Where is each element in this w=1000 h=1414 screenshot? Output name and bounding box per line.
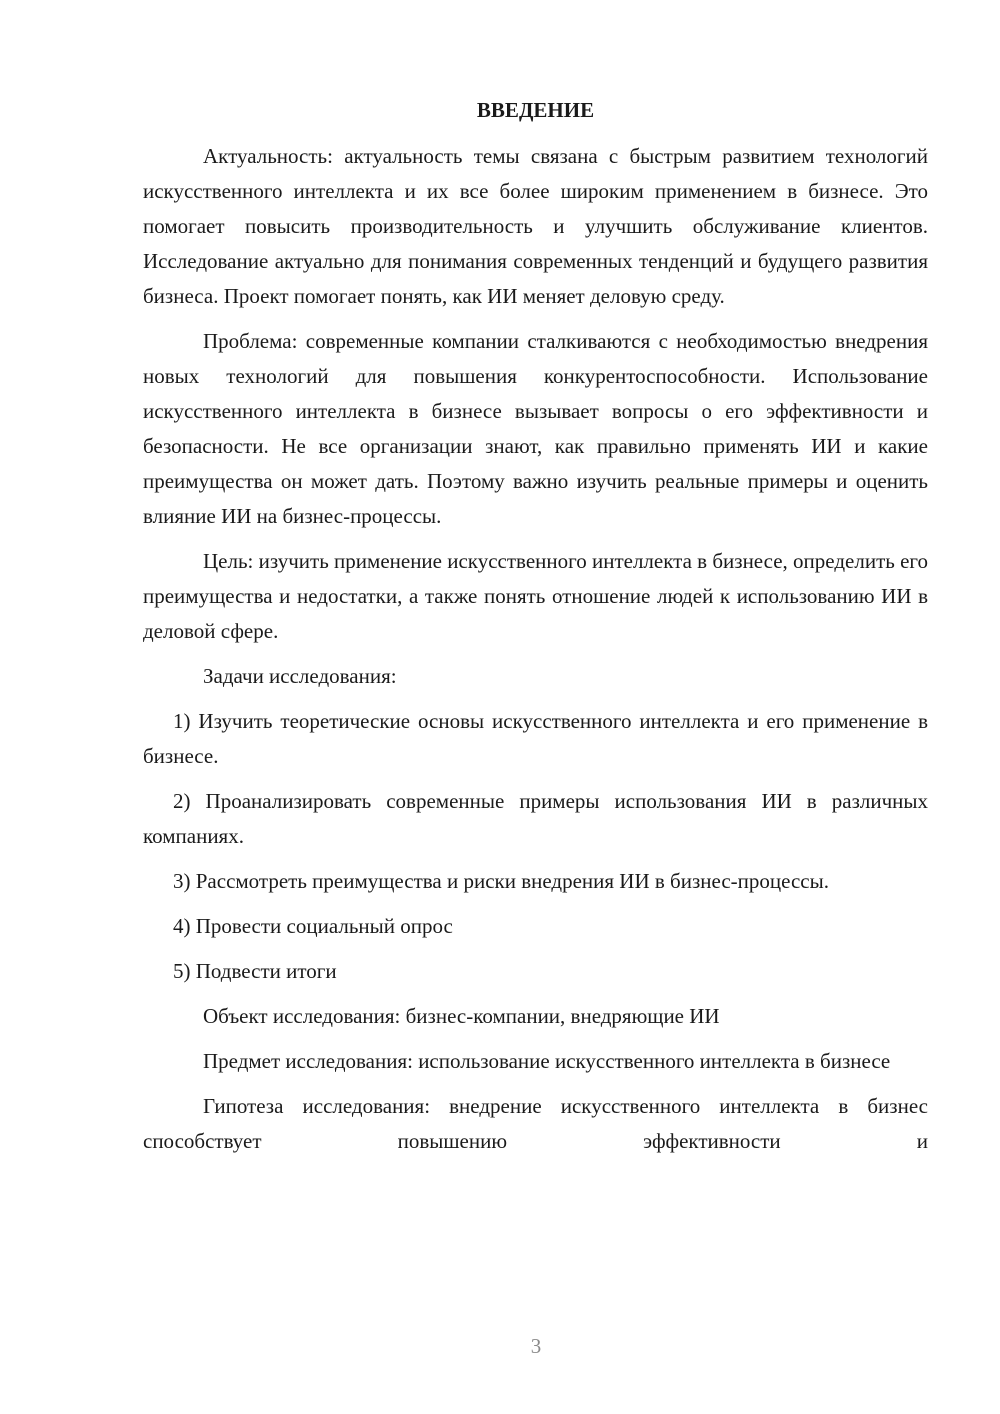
hypothesis-paragraph: Гипотеза исследования: внедрение искусственного интеллекта в бизнес способствует повышению эффективности и bbox=[143, 1094, 928, 1153]
page-number: 3 bbox=[530, 1334, 542, 1358]
task-item-5: 5) Подвести итоги bbox=[173, 959, 337, 983]
task-item-2: 2) Проанализировать современные примеры использования ИИ в различных компаниях. bbox=[143, 789, 928, 848]
subject-paragraph: Предмет исследования: использование искусственного интеллекта в бизнесе bbox=[203, 1049, 891, 1073]
task-item-1: 1) Изучить теоретические основы искусственного интеллекта и его применение в бизнесе. bbox=[143, 709, 928, 768]
problem-paragraph: Проблема: современные компании сталкиваются с необходимостью внедрения новых технологий для повышения конкурентоспособности. Использование искусственного интеллекта в бизнесе вызывает вопросы о его эффективности и безопасности. Не все организации знают, как правильно применять ИИ и какие преимущества он может дать. Поэтому важно изучить реальные примеры и оценить влияние ИИ на бизнес-процессы. bbox=[143, 329, 928, 528]
document-page bbox=[143, 95, 928, 1169]
page-title: ВВЕДЕНИЕ bbox=[476, 98, 595, 122]
object-paragraph: Объект исследования: бизнес-компании, внедряющие ИИ bbox=[203, 1004, 720, 1028]
relevance-paragraph: Актуальность: актуальность темы связана с быстрым развитием технологий искусственного интеллекта и их все более широким применением в бизнесе. Это помогает повысить производительность и улучшить обслуживание клиентов. Исследование актуально для понимания современных тенденций и будущего развития бизнеса. Проект помогает понять, как ИИ меняет деловую среду. bbox=[143, 144, 928, 308]
task-item-3: 3) Рассмотреть преимущества и риски внедрения ИИ в бизнес-процессы. bbox=[173, 869, 829, 893]
goal-paragraph: Цель: изучить применение искусственного интеллекта в бизнесе, определить его преимущества и недостатки, а также понять отношение людей к использованию ИИ в деловой сфере. bbox=[143, 549, 928, 643]
task-item-4: 4) Провести социальный опрос bbox=[173, 914, 453, 938]
tasks-heading: Задачи исследования: bbox=[203, 664, 397, 688]
